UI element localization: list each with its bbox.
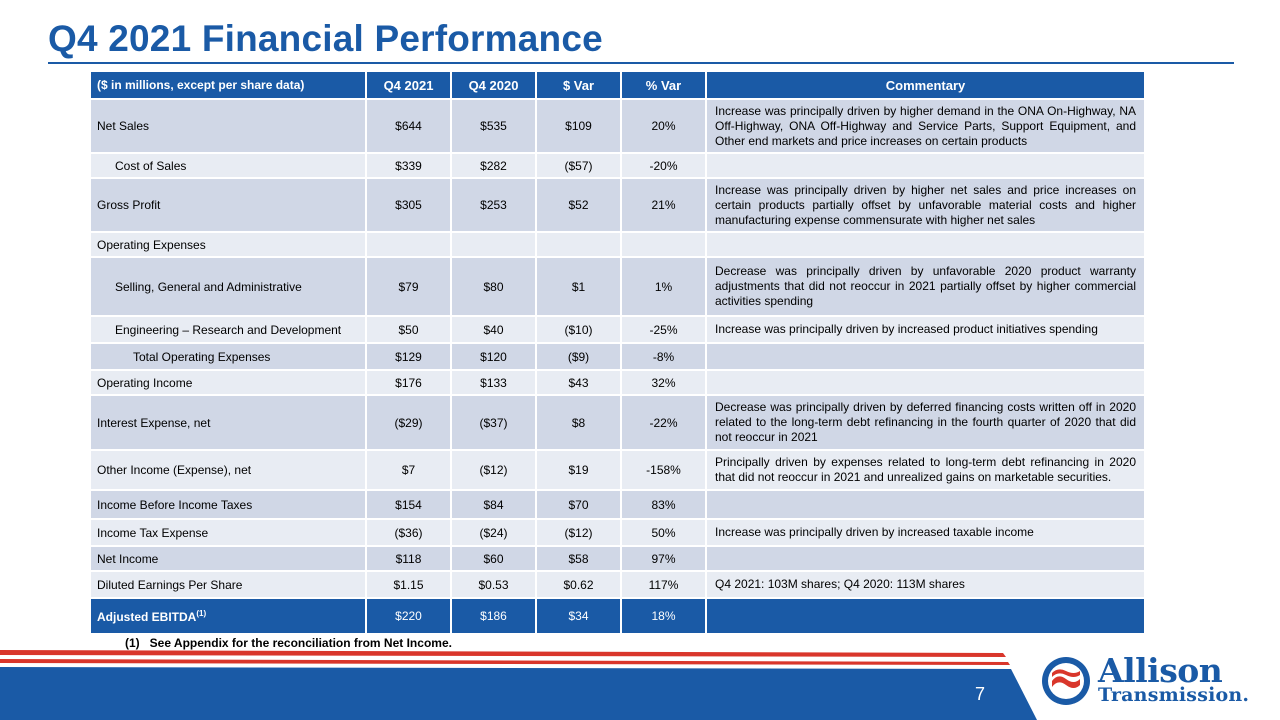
header-q4-2020: Q4 2020 [451, 71, 536, 99]
cell-commentary [706, 490, 1145, 519]
cell-q4-2021: $154 [366, 490, 451, 519]
table-row [90, 519, 1145, 546]
cell-percent-var: 20% [621, 99, 706, 153]
row-label: Interest Expense, net [90, 395, 366, 450]
row-label: Diluted Earnings Per Share [90, 571, 366, 598]
cell-percent-var: -20% [621, 153, 706, 178]
header-q4-2021: Q4 2021 [366, 71, 451, 99]
cell-q4-2021: $7 [366, 450, 451, 490]
cell-dollar-var: $8 [536, 395, 621, 450]
cell-q4-2020: $120 [451, 343, 536, 370]
cell-q4-2021: ($36) [366, 519, 451, 546]
cell-percent-var: 18% [621, 598, 706, 634]
cell-dollar-var: $109 [536, 99, 621, 153]
cell-dollar-var: ($9) [536, 343, 621, 370]
cell-dollar-var: ($57) [536, 153, 621, 178]
header-label: ($ in millions, except per share data) [90, 71, 366, 99]
cell-q4-2021: $118 [366, 546, 451, 571]
cell-commentary: Increase was principally driven by increased taxable income [706, 519, 1145, 546]
cell-q4-2021 [366, 232, 451, 257]
cell-commentary: Increase was principally driven by higher net sales and price increases on certain products partially offset by unfavorable material costs and higher manufacturing expense commensurate with higher net sales [706, 178, 1145, 232]
table-row [90, 450, 1145, 490]
cell-percent-var [621, 232, 706, 257]
cell-q4-2020: $133 [451, 370, 536, 395]
cell-percent-var: 1% [621, 257, 706, 316]
row-label: Cost of Sales [90, 153, 366, 178]
cell-commentary [706, 598, 1145, 634]
cell-dollar-var: $58 [536, 546, 621, 571]
row-label: Other Income (Expense), net [90, 450, 366, 490]
table-header-row [90, 71, 1145, 99]
cell-q4-2021: $339 [366, 153, 451, 178]
row-label: Operating Income [90, 370, 366, 395]
cell-dollar-var: ($12) [536, 519, 621, 546]
cell-dollar-var: $34 [536, 598, 621, 634]
table-row [90, 232, 1145, 257]
cell-percent-var: -22% [621, 395, 706, 450]
table-row [90, 316, 1145, 343]
cell-dollar-var: ($10) [536, 316, 621, 343]
table-row [90, 546, 1145, 571]
row-label: Gross Profit [90, 178, 366, 232]
cell-percent-var: 21% [621, 178, 706, 232]
cell-dollar-var: $52 [536, 178, 621, 232]
cell-q4-2021: $1.15 [366, 571, 451, 598]
cell-commentary: Principally driven by expenses related to long-term debt refinancing in 2020 that did not reoccur in 2021 and unrealized gains on marketable securities. [706, 450, 1145, 490]
cell-percent-var: -8% [621, 343, 706, 370]
cell-q4-2020: $282 [451, 153, 536, 178]
cell-q4-2021: $50 [366, 316, 451, 343]
row-label [90, 598, 366, 634]
cell-q4-2020: $80 [451, 257, 536, 316]
cell-percent-var: 32% [621, 370, 706, 395]
cell-q4-2020 [451, 232, 536, 257]
cell-commentary [706, 153, 1145, 178]
footnote [125, 636, 452, 650]
table-row [90, 99, 1145, 153]
row-label: Operating Expenses [90, 232, 366, 257]
cell-q4-2020: $253 [451, 178, 536, 232]
financial-table [89, 70, 1146, 635]
cell-commentary: Q4 2021: 103M shares; Q4 2020: 113M shares [706, 571, 1145, 598]
cell-q4-2021: $176 [366, 370, 451, 395]
row-label: Net Sales [90, 99, 366, 153]
row-label-text: Adjusted EBITDA [97, 609, 197, 624]
cell-q4-2020: ($12) [451, 450, 536, 490]
footer-blue-band [0, 667, 1037, 720]
cell-q4-2021: $129 [366, 343, 451, 370]
table-row [90, 370, 1145, 395]
cell-percent-var: 117% [621, 571, 706, 598]
header-commentary: Commentary [706, 71, 1145, 99]
footnote-ref: (1) [196, 608, 207, 618]
cell-q4-2021: $305 [366, 178, 451, 232]
table-row-total [90, 598, 1145, 634]
page-number: 7 [974, 684, 985, 704]
header-dollar-var: $ Var [536, 71, 621, 99]
cell-commentary [706, 232, 1145, 257]
cell-dollar-var: $1 [536, 257, 621, 316]
table-row [90, 178, 1145, 232]
cell-dollar-var [536, 232, 621, 257]
cell-q4-2020: ($37) [451, 395, 536, 450]
cell-q4-2020: $535 [451, 99, 536, 153]
cell-dollar-var: $0.62 [536, 571, 621, 598]
allison-logo-icon [1040, 655, 1092, 707]
table-row [90, 257, 1145, 316]
cell-commentary [706, 370, 1145, 395]
cell-q4-2020: $40 [451, 316, 536, 343]
table-row [90, 490, 1145, 519]
cell-commentary: Increase was principally driven by increased product initiatives spending [706, 316, 1145, 343]
row-label: Net Income [90, 546, 366, 571]
table-row [90, 153, 1145, 178]
cell-percent-var: -158% [621, 450, 706, 490]
row-label: Engineering – Research and Development [90, 316, 366, 343]
footer-red-stripe [0, 650, 1006, 657]
header-percent-var: % Var [621, 71, 706, 99]
row-label: Total Operating Expenses [90, 343, 366, 370]
cell-q4-2020: $60 [451, 546, 536, 571]
cell-q4-2020: $0.53 [451, 571, 536, 598]
table-row [90, 571, 1145, 598]
slide-title: Q4 2021 Financial Performance [48, 18, 603, 59]
table-row [90, 343, 1145, 370]
cell-dollar-var: $70 [536, 490, 621, 519]
title-underline [48, 62, 1234, 64]
cell-commentary: Decrease was principally driven by unfavorable 2020 product warranty adjustments that did not reoccur in 2021 partially offset by higher commercial activities spending [706, 257, 1145, 316]
cell-percent-var: 50% [621, 519, 706, 546]
cell-percent-var: 83% [621, 490, 706, 519]
cell-commentary [706, 343, 1145, 370]
row-label: Income Tax Expense [90, 519, 366, 546]
cell-q4-2021: $220 [366, 598, 451, 634]
cell-commentary: Increase was principally driven by higher demand in the ONA On-Highway, NA Off-Highway, ONA Off-Highway and Service Parts, Support Equipment, and Other end markets and price increases on certain products [706, 99, 1145, 153]
footnote-text: See Appendix for the reconciliation from Net Income. [149, 636, 452, 650]
row-label: Selling, General and Administrative [90, 257, 366, 316]
footnote-number: (1) [125, 636, 140, 650]
cell-percent-var: -25% [621, 316, 706, 343]
cell-dollar-var: $43 [536, 370, 621, 395]
logo-text-allison: Allison [1098, 651, 1223, 690]
cell-dollar-var: $19 [536, 450, 621, 490]
cell-percent-var: 97% [621, 546, 706, 571]
table-row [90, 395, 1145, 450]
logo-text-transmission: Transmission. [1098, 684, 1250, 706]
cell-q4-2021: $79 [366, 257, 451, 316]
cell-commentary: Decrease was principally driven by deferred financing costs written off in 2020 related to the long-term debt refinancing in the fourth quarter of 2020 that did not reoccur in 2021 [706, 395, 1145, 450]
row-label: Income Before Income Taxes [90, 490, 366, 519]
cell-q4-2020: ($24) [451, 519, 536, 546]
cell-q4-2021: ($29) [366, 395, 451, 450]
cell-q4-2020: $186 [451, 598, 536, 634]
cell-q4-2021: $644 [366, 99, 451, 153]
footer-red-stripe-thin [0, 659, 1010, 665]
cell-commentary [706, 546, 1145, 571]
cell-q4-2020: $84 [451, 490, 536, 519]
